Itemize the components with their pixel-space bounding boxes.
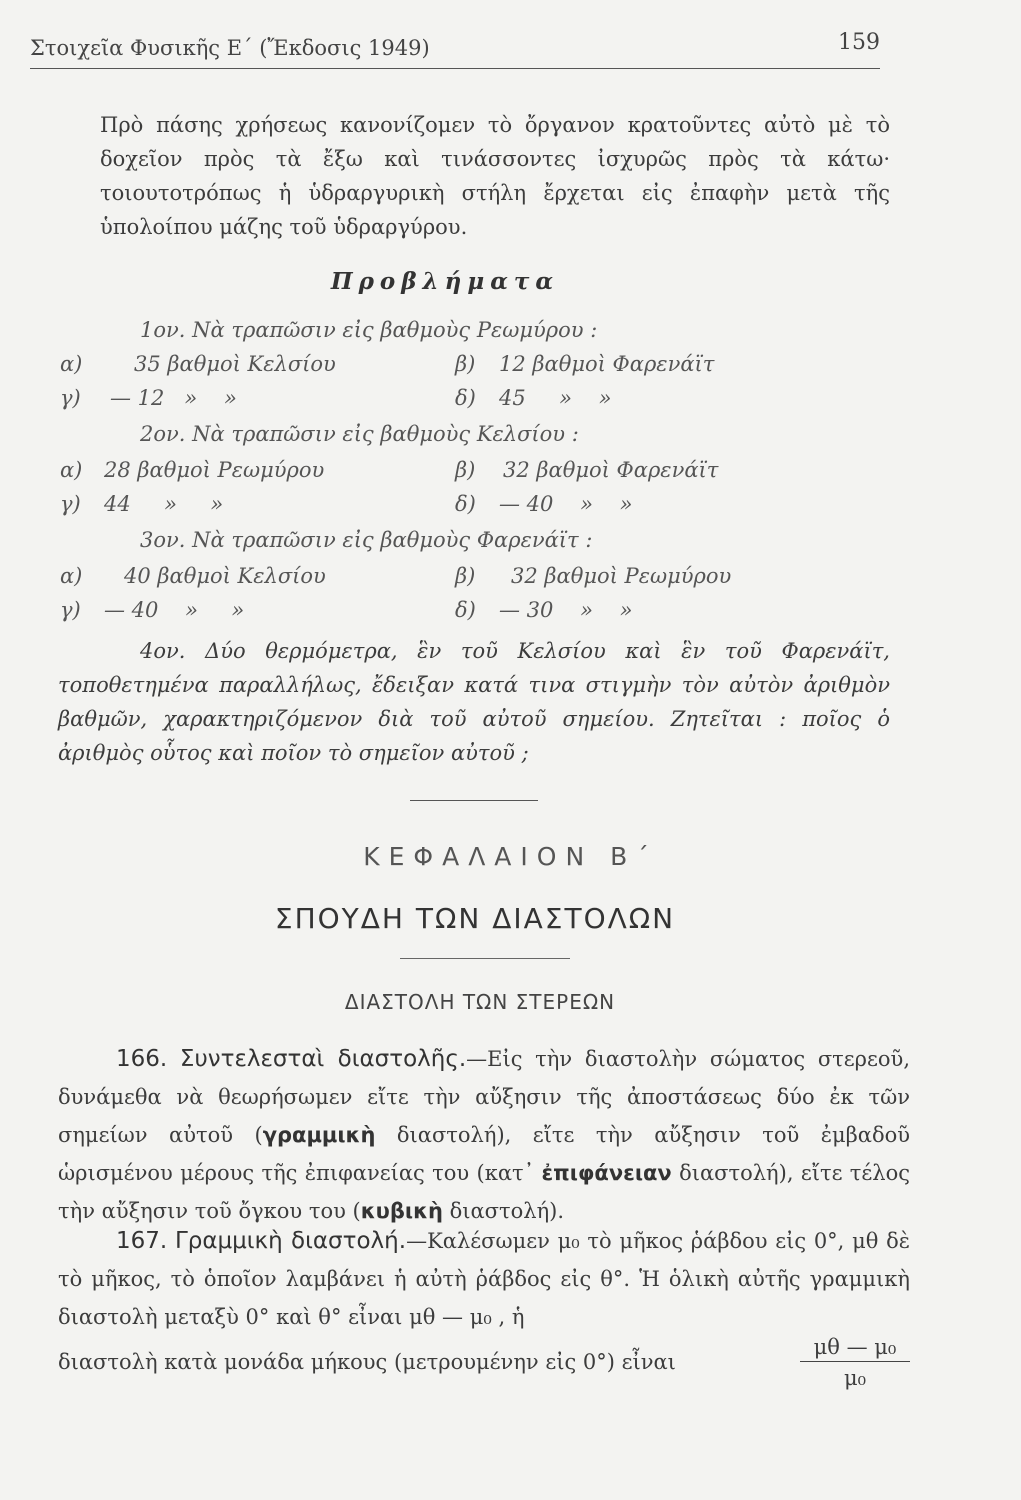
problem-2-item-b [455, 458, 718, 482]
problem-1-item-g [60, 386, 237, 410]
chapter-title-rule [400, 958, 570, 959]
item-label: δ) [455, 386, 476, 410]
intro-paragraph: Πρὸ πάσης χρήσεως κανονίζομεν τὸ ὄργανον κρατοῦντες αὐτὸ μὲ τὸ δοχεῖον πρὸς τὰ ἔξω καὶ τινάσσοντες ἰσχυρῶς πρὸς τὰ κάτω· τοιουτοτρόπως ἡ ὑδραργυρικὴ στήλη ἔρχεται εἰς ἐπαφὴν μετὰ τῆς ὑπολοίπου μάζης τοῦ ὑδραργύρου. [100, 113, 890, 239]
item-text: 28 βαθμοὶ Ρεωμύρου [104, 458, 325, 482]
text-run: διαστολή). [442, 1199, 565, 1223]
text-run: διαστολή), εἴτε τὴν αὔξησιν τοῦ ἐμβαδοῦ ὡρισμένου μέρους τῆς ἐπιφανείας του (κατ᾽ [58, 1123, 910, 1185]
problem-3-item-b [455, 564, 731, 588]
item-text: 32 βαθμοὶ Ρεωμύρου [511, 564, 732, 588]
chapter-label: ΚΕΦΑΛΑΙΟΝ Β΄ [363, 842, 658, 871]
item-label: α) [60, 458, 83, 482]
problem-1-item-d [455, 386, 612, 410]
problem-3-heading: 3ον. Νὰ τραπῶσιν εἰς βαθμοὺς Φαρενάϊτ : [140, 528, 593, 552]
item-label: δ) [455, 598, 476, 622]
problem-3-item-g [60, 598, 244, 622]
item-label: β) [455, 564, 476, 588]
paragraph-number: 166. [116, 1046, 168, 1072]
expansion-fraction [800, 1335, 910, 1390]
problem-2-item-a [60, 458, 324, 482]
emphasis-term: ἐπιφάνειαν [541, 1161, 672, 1185]
emphasis-term: κυβικὴ [360, 1199, 443, 1223]
text-run: —Καλέσωμεν μ₀ τὸ μῆκος ῥάβδου εἰς 0°, μθ δὲ τὸ μῆκος, τὸ ὁποῖον λαμβάνει ἡ αὐτὴ ῥάβδος εἰς θ°. Ἡ ὁλικὴ αὐτῆς γραμμικὴ διαστολὴ μεταξὺ 0° καὶ θ° εἶναι μθ — μ₀ , ἡ [58, 1229, 910, 1329]
text-run: —Εἰς τὴν διαστολὴν σώματος στερεοῦ, δυνάμεθα νὰ θεωρήσωμεν εἴτε τὴν αὔξησιν τῆς ἀποστάσεως δύο ἐκ τῶν σημείων αὐτοῦ ( [58, 1047, 910, 1147]
item-label: α) [60, 352, 83, 376]
item-text: 44 » » [104, 492, 224, 516]
fraction-numerator: μθ — μ₀ [800, 1335, 910, 1362]
item-label: α) [60, 564, 83, 588]
header-rule [30, 68, 880, 69]
problem-2-heading: 2ον. Νὰ τραπῶσιν εἰς βαθμοὺς Κελσίου : [140, 422, 579, 446]
item-label: β) [455, 458, 476, 482]
item-text: — 30 » » [499, 598, 633, 622]
item-text: 12 βαθμοὶ Φαρενάϊτ [499, 352, 715, 376]
item-text: — 40 » » [499, 492, 633, 516]
item-label: γ) [60, 598, 81, 622]
paragraph-167 [58, 1222, 910, 1336]
paragraph-heading: Γραμμικὴ διαστολή. [174, 1228, 407, 1254]
item-text: 45 » » [499, 386, 612, 410]
emphasis-term: γραμμικὴ [262, 1123, 376, 1147]
chapter-title: ΣΠΟΥΔΗ ΤΩΝ ΔΙΑΣΤΟΛΩΝ [274, 902, 676, 935]
paragraph-167-last-line: διαστολὴ κατὰ μονάδα μήκους (μετρουμένην εἰς 0°) εἶναι [58, 1350, 676, 1374]
problem-1-item-b [455, 352, 714, 376]
paragraph-166 [58, 1040, 910, 1230]
item-label: γ) [60, 386, 81, 410]
problem-1-heading: 1ον. Νὰ τραπῶσιν εἰς βαθμοὺς Ρεωμύρου : [140, 318, 598, 342]
paragraph-number: 167. [116, 1228, 168, 1254]
item-label: β) [455, 352, 476, 376]
item-text: — 40 » » [104, 598, 245, 622]
section-heading: ΔΙΑΣΤΟΛΗ ΤΩΝ ΣΤΕΡΕΩΝ [344, 990, 616, 1014]
running-header-title: Στοιχεῖα Φυσικῆς Ε΄ (Ἔκδοσις 1949) [30, 36, 430, 60]
item-label: δ) [455, 492, 476, 516]
item-text: — 12 » » [110, 386, 237, 410]
item-text: 40 βαθμοὶ Κελσίου [124, 564, 326, 588]
text-run: διαστολή), εἴτε τέλος τὴν αὔξησιν τοῦ ὄγκου του ( [58, 1161, 911, 1223]
problem-2-item-g [60, 492, 223, 516]
fraction-denominator: μ₀ [843, 1366, 867, 1390]
problem-4-paragraph: 4ον. Δύο θερμόμετρα, ἓν τοῦ Κελσίου καὶ ἓν τοῦ Φαρενάϊτ, τοποθετημένα παραλλήλως, ἔδειξαν κατά τινα στιγμὴν τὸν αὐτὸν ἀριθμὸν βαθμῶν, χαρακτηριζόμενον διὰ τοῦ αὐτοῦ σημείου. Ζητεῖται : ποῖος ὁ ἀριθμὸς οὗτος καὶ ποῖον τὸ σημεῖον αὐτοῦ ; [58, 639, 890, 765]
problem-3-item-a [60, 564, 326, 588]
item-label: γ) [60, 492, 81, 516]
problem-3-item-d [455, 598, 633, 622]
problem-2-item-d [455, 492, 633, 516]
paragraph-heading: Συντελεσταὶ διαστολῆς. [179, 1046, 467, 1072]
problems-title: Προβλήματα [330, 268, 560, 295]
problem-1-item-a [60, 352, 336, 376]
page-number: 159 [838, 30, 880, 55]
section-separator [410, 800, 538, 801]
item-text: 35 βαθμοὶ Κελσίου [134, 352, 336, 376]
item-text: 32 βαθμοὶ Φαρενάϊτ [503, 458, 719, 482]
